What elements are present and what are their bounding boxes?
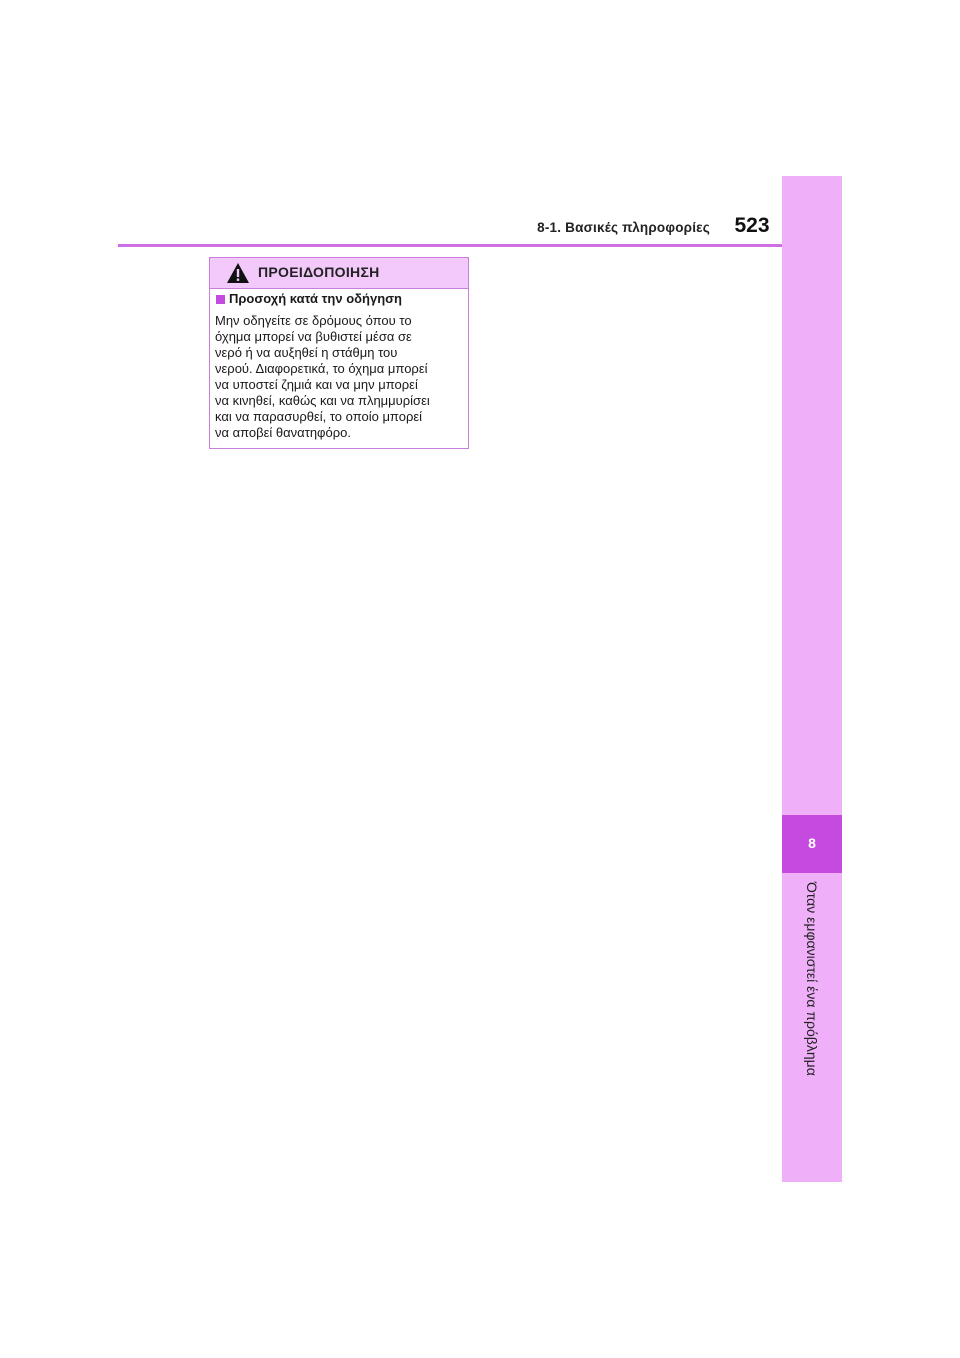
header-rule [118, 244, 783, 247]
warning-body-line: και να παρασυρθεί, το οποίο μπορεί [215, 409, 423, 424]
warning-header [210, 258, 468, 289]
page-number: 523 [734, 214, 770, 237]
warning-title: ΠΡΟΕΙΔΟΠΟΙΗΣΗ [258, 264, 380, 280]
warning-body-line: να αποβεί θανατηφόρο. [215, 425, 351, 440]
section-title: 8-1. Βασικές πληροφορίες [537, 220, 710, 235]
warning-body-line: Μην οδηγείτε σε δρόμους όπου το [215, 313, 412, 328]
warning-body-line: νερό ή να αυξηθεί η στάθμη του [215, 345, 398, 360]
warning-body-line: να υποστεί ζημιά και να μην μπορεί [215, 377, 418, 392]
chapter-number: 8 [808, 835, 816, 851]
warning-body-line: νερού. Διαφορετικά, το όχημα μπορεί [215, 361, 428, 376]
warning-body-line: να κινηθεί, καθώς και να πλημμυρίσει [215, 393, 430, 408]
chapter-label-container [782, 882, 842, 1142]
bullet-square-icon [216, 295, 225, 304]
warning-box [209, 257, 469, 449]
warning-subtitle: Προσοχή κατά την οδήγηση [229, 291, 402, 306]
warning-body-line: όχημα μπορεί να βυθιστεί μέσα σε [215, 329, 412, 344]
chapter-label: Όταν εμφανιστεί ένα πρόβλημα [804, 882, 820, 1076]
warning-body [215, 313, 463, 441]
warning-triangle-icon [226, 262, 250, 284]
